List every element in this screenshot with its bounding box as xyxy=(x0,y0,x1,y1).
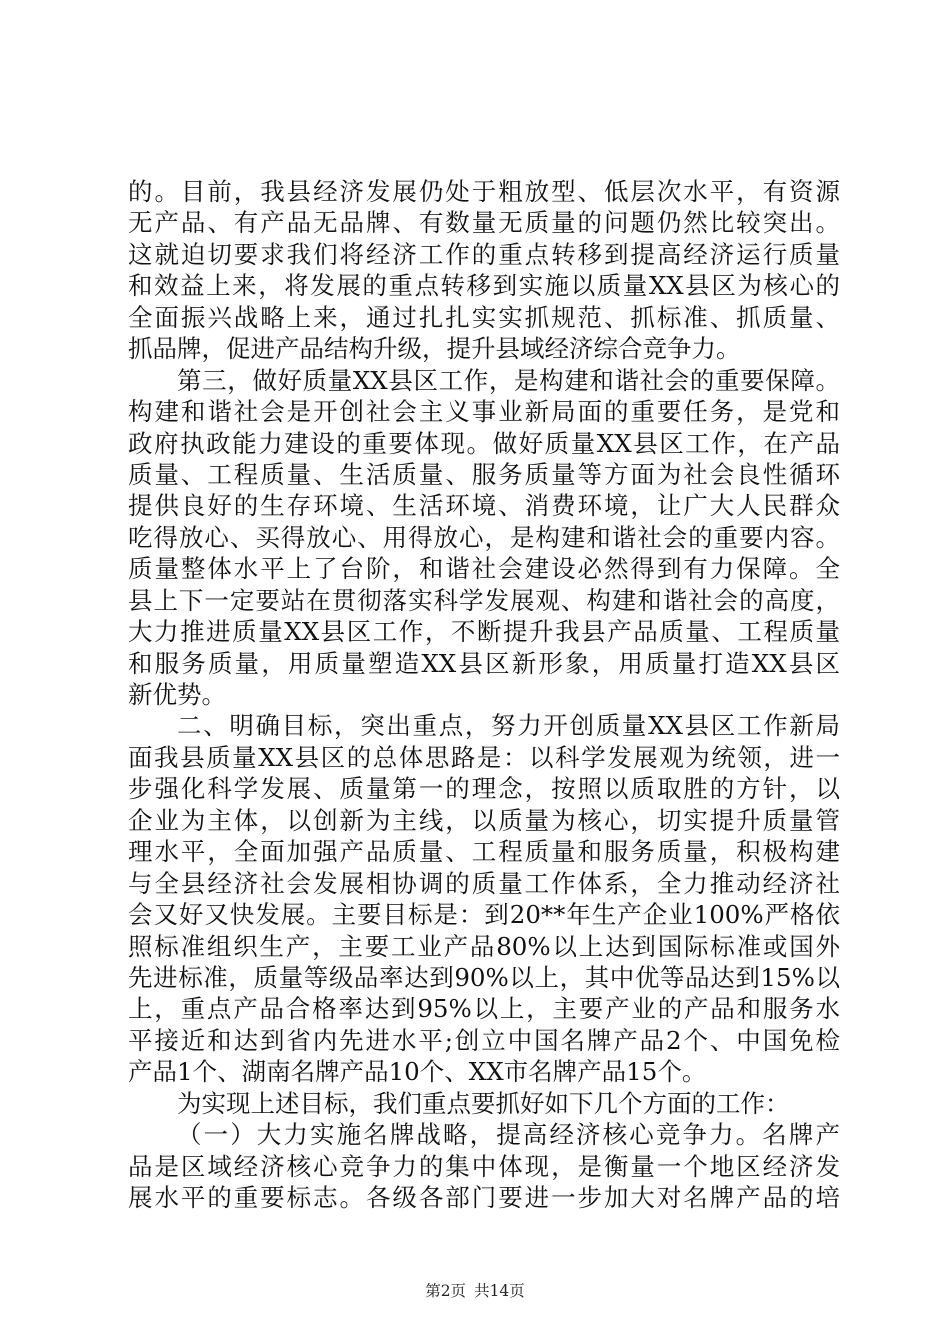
text-line: 抓品牌，促进产品结构升级，提升县域经济综合竞争力。 xyxy=(128,334,741,364)
text-line: 全面振兴战略上来，通过扎扎实实抓规范、抓标准、抓质量、 xyxy=(128,302,840,332)
text-line: 大力推进质量XX县区工作，不断提升我县产品质量、工程质量 xyxy=(128,617,840,647)
text-line: 企业为主体，以创新为主线，以质量为核心，切实提升质量管 xyxy=(128,805,840,835)
text-line: 这就迫切要求我们将经济工作的重点转移到提高经济运行质量 xyxy=(128,239,840,269)
text-line: 质量整体水平上了台阶，和谐社会建设必然得到有力保障。全 xyxy=(128,554,840,584)
document-body xyxy=(128,176,840,1213)
page-footer xyxy=(0,1281,950,1301)
text-line: 为实现上述目标，我们重点要抓好如下几个方面的工作： xyxy=(177,1088,790,1118)
text-line: 吃得放心、买得放心、用得放心，是构建和谐社会的重要内容。 xyxy=(128,522,840,552)
text-line: 构建和谐社会是开创社会主义事业新局面的重要任务，是党和 xyxy=(128,397,840,427)
text-line: 步强化科学发展、质量第一的理念，按照以质取胜的方针，以 xyxy=(128,774,840,804)
page-number: 第2页 xyxy=(425,1282,467,1300)
text-line: 品是区域经济核心竞争力的集中体现，是衡量一个地区经济发 xyxy=(128,1151,840,1181)
text-line: 产品1个、湖南名牌产品10个、XX市名牌产品15个。 xyxy=(128,1057,707,1087)
text-line: 会又好又快发展。主要目标是：到20**年生产企业100%严格依 xyxy=(128,900,840,930)
text-line: 提供良好的生存环境、生活环境、消费环境，让广大人民群众 xyxy=(128,491,840,521)
text-line: 质量、工程质量、生活质量、服务质量等方面为社会良性循环 xyxy=(128,459,840,489)
text-line: 县上下一定要站在贯彻落实科学发展观、构建和谐社会的高度， xyxy=(128,585,840,615)
text-line: 面我县质量XX县区的总体思路是：以科学发展观为统领，进一 xyxy=(128,742,840,772)
text-line: 政府执政能力建设的重要体现。做好质量XX县区工作，在产品 xyxy=(128,428,840,458)
text-line: 的。目前，我县经济发展仍处于粗放型、低层次水平，有资源 xyxy=(128,177,840,206)
text-line: 理水平，全面加强产品质量、工程质量和服务质量，积极构建 xyxy=(128,837,840,867)
text-line: 平接近和达到省内先进水平;创立中国名牌产品2个、中国免检 xyxy=(128,1025,840,1055)
text-line: 无产品、有产品无品牌、有数量无质量的问题仍然比较突出。 xyxy=(128,208,840,238)
text-line: 和服务质量，用质量塑造XX县区新形象，用质量打造XX县区 xyxy=(128,648,840,678)
text-line: （一）大力实施名牌战略，提高经济核心竞争力。名牌产 xyxy=(177,1120,840,1150)
text-line: 上，重点产品合格率达到95%以上，主要产业的产品和服务水 xyxy=(128,994,840,1024)
text-line: 新优势。 xyxy=(128,680,226,709)
text-line: 与全县经济社会发展相协调的质量工作体系，全力推动经济社 xyxy=(128,868,840,898)
page-total: 共14页 xyxy=(474,1282,525,1300)
text-line: 照标准组织生产，主要工业产品80%以上达到国际标准或国外 xyxy=(128,931,840,961)
text-line: 第三，做好质量XX县区工作，是构建和谐社会的重要保障。 xyxy=(177,365,840,395)
text-line: 先进标准，质量等级品率达到90%以上，其中优等品达到15%以 xyxy=(128,962,840,992)
text-line: 和效益上来，将发展的重点转移到实施以质量XX县区为核心的 xyxy=(128,271,840,301)
text-line: 二、明确目标，突出重点，努力开创质量XX县区工作新局 xyxy=(177,711,840,741)
text-line: 展水平的重要标志。各级各部门要进一步加大对名牌产品的培 xyxy=(128,1183,840,1212)
